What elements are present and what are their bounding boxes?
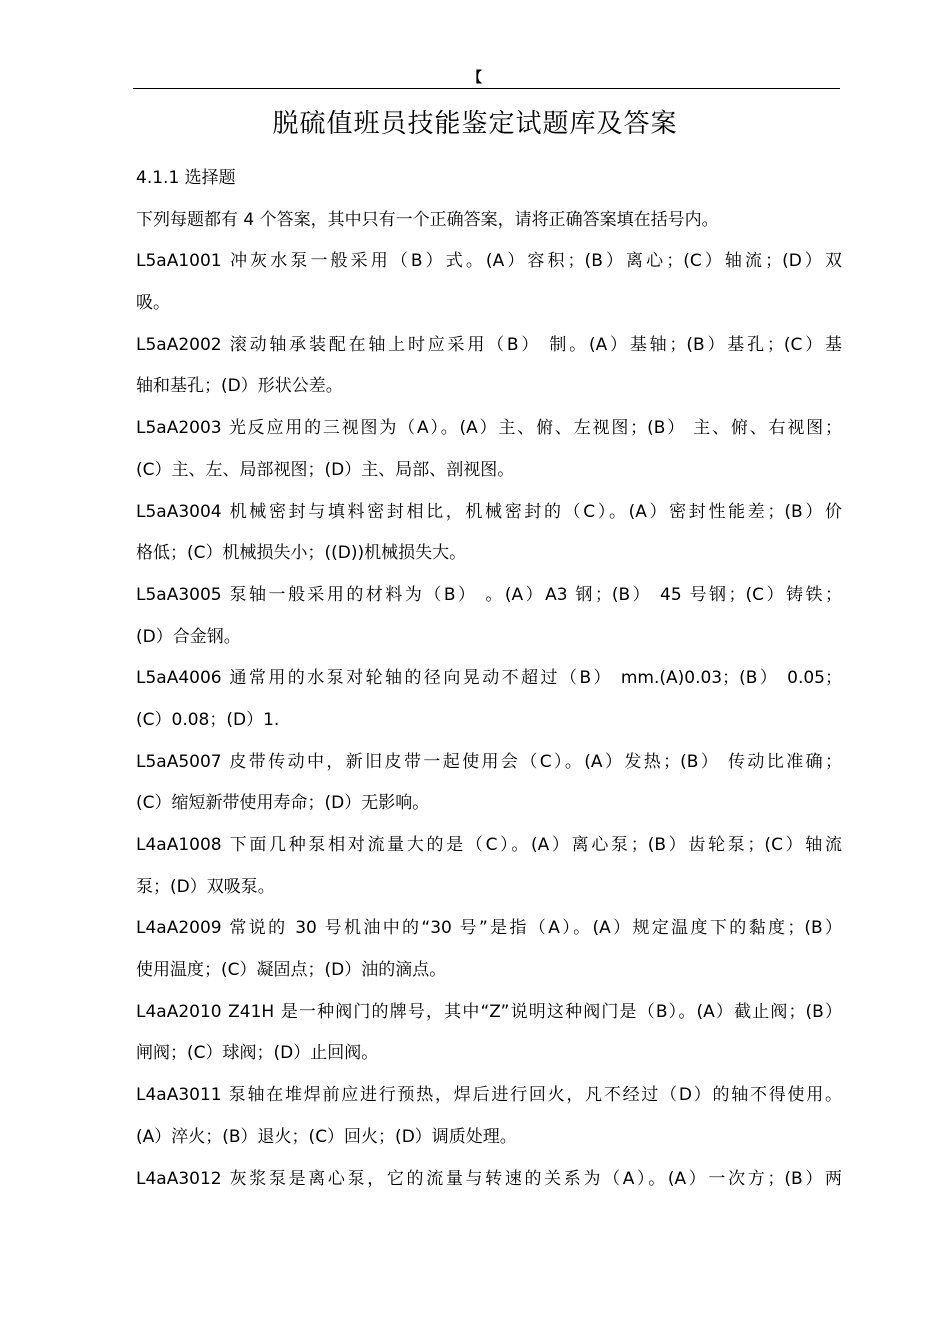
text-line: L5aA5007 皮带传动中，新旧皮带一起使用会（C）。(A）发热；(B） 传动比准确； — [136, 751, 842, 772]
text-line: (C）主、左、局部视图；(D）主、局部、剖视图。 — [136, 459, 515, 480]
page-title: 脱硫值班员技能鉴定试题库及答案 — [272, 109, 678, 139]
text-line: L4aA3012 灰浆泵是离心泵，它的流量与转速的关系为（A）。(A）一次方；(B）两 — [136, 1168, 842, 1189]
header-mark: 【 — [468, 70, 482, 86]
text-line: (C）缩短新带使用寿命；(D）无影响。 — [136, 793, 430, 814]
text-line: L5aA3005 泵轴一般采用的材料为（B） 。(A）A3 钢；(B） 45 号钢；(C）铸铁； — [136, 584, 842, 605]
text-line: L5aA4006 通常用的水泵对轮轴的径向晃动不超过（B） mm.(A)0.03；(B） 0.05； — [136, 668, 842, 689]
text-line: L5aA2003 光反应用的三视图为（A）。(A）主、俯、左视图；(B） 主、俯、右视图； — [136, 418, 842, 439]
text-line: L4aA2010 Z41H 是一种阀门的牌号，其中“Z”说明这种阀门是（B）。(A）截止阀；(B） — [136, 1001, 842, 1022]
text-line: L4aA2009 常说的 30 号机油中的“30 号”是指（A）。(A）规定温度下的黏度；(B） — [136, 918, 842, 939]
text-line: L5aA2002 滚动轴承装配在轴上时应采用（B） 制。(A）基轴；(B）基孔；(C）基 — [136, 334, 842, 355]
text-line: L4aA1008 下面几种泵相对流量大的是（C）。(A）离心泵；(B）齿轮泵；(C）轴流 — [136, 835, 842, 855]
text-line: (C）0.08；(D）1. — [136, 709, 280, 730]
text-line: 4.1.1 选择题 — [136, 168, 236, 188]
text-line: 下列每题都有 4 个答案，其中只有一个正确答案，请将正确答案填在括号内。 — [136, 209, 719, 230]
text-line: 泵；(D）双吸泵。 — [136, 876, 275, 897]
document-body — [136, 158, 842, 1200]
text-line: 闸阀；(C）球阀；(D）止回阀。 — [136, 1043, 379, 1064]
text-line: (A）淬火；(B）退火；(C）回火；(D）调质处理。 — [136, 1126, 517, 1147]
text-line: L5aA3004 机械密封与填料密封相比，机械密封的（C）。(A）密封性能差；(B）价 — [136, 501, 842, 522]
text-line: 使用温度；(C）凝固点；(D）油的滴点。 — [136, 960, 447, 981]
text-line: 轴和基孔；(D）形状公差。 — [136, 376, 343, 397]
text-line: 格低；(C）机械损失小；((D))机械损失大。 — [136, 543, 467, 564]
text-line: 吸。 — [136, 293, 170, 314]
text-line: (D）合金钢。 — [136, 626, 241, 647]
header-rule — [133, 88, 840, 89]
text-line: L4aA3011 泵轴在堆焊前应进行预热，焊后进行回火，凡不经过（D）的轴不得使用。 — [136, 1085, 842, 1106]
text-line: L5aA1001 冲灰水泵一般采用（B）式。(A）容积；(B）离心；(C）轴流；(D）双 — [136, 251, 842, 272]
